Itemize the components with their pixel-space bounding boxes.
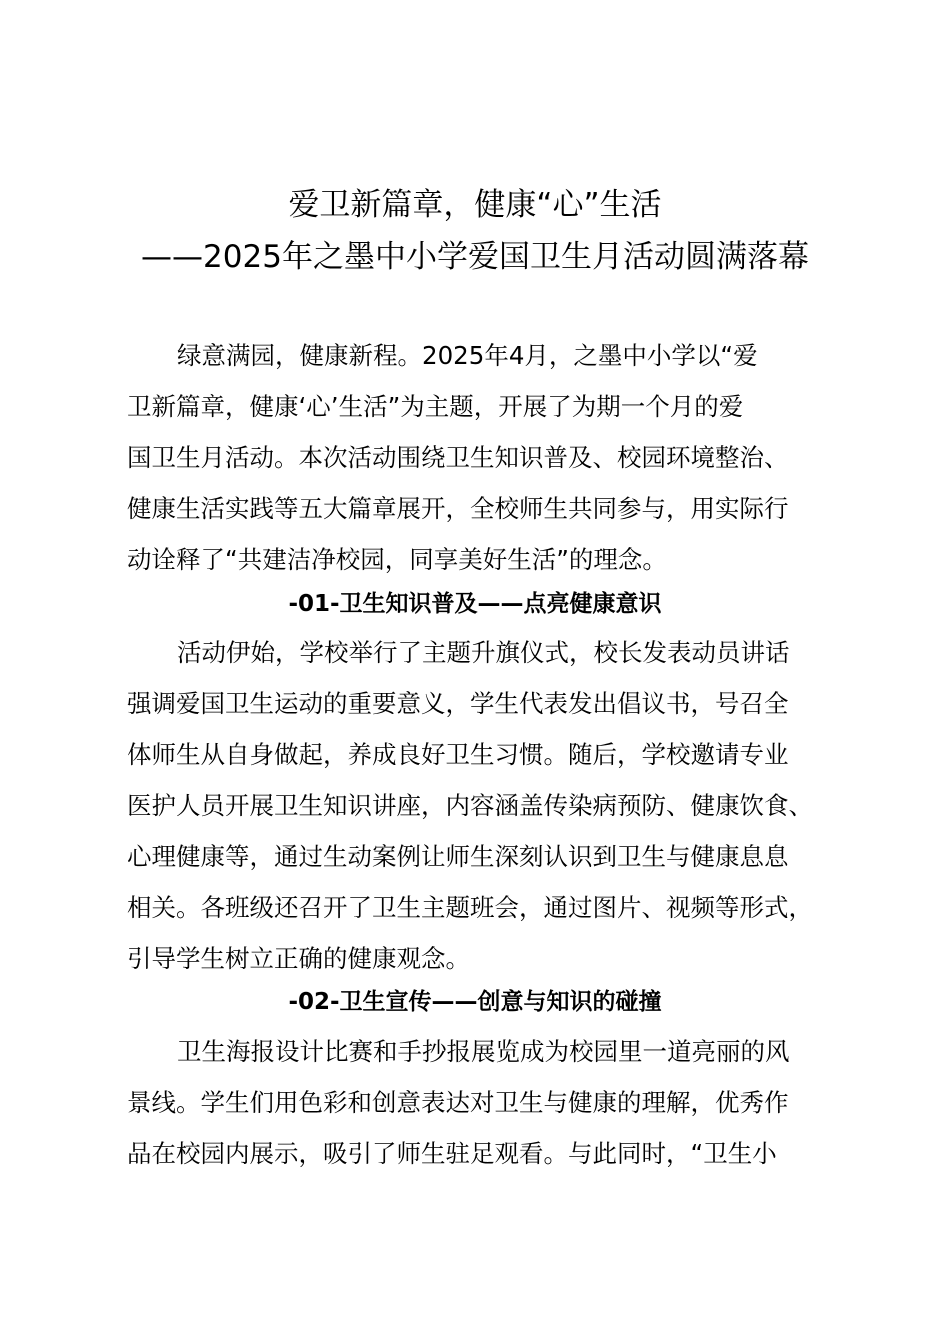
paragraph-line: 体师生从自身做起，养成良好卫生习惯。随后，学校邀请专业	[127, 740, 789, 769]
document-subtitle: ——2025年之墨中小学爱国卫生月活动圆满落幕	[141, 239, 809, 275]
document-title: 爱卫新篇章，健康“心”生活	[288, 187, 662, 223]
section-01-paragraph	[127, 627, 857, 984]
paragraph-line: 引导学生树立正确的健康观念。	[127, 944, 470, 973]
section-02-paragraph	[127, 1026, 857, 1179]
paragraph-line: 医护人员开展卫生知识讲座，内容涵盖传染病预防、健康饮食、	[127, 791, 813, 820]
paragraph-line: 品在校园内展示，吸引了师生驻足观看。与此同时，“卫生小	[127, 1139, 777, 1168]
section-heading-01: -01-卫生知识普及——点亮健康意识	[288, 591, 662, 617]
intro-paragraph	[127, 330, 857, 585]
paragraph-line: 绿意满园，健康新程。2025年4月，之墨中小学以“爱	[177, 341, 758, 370]
section-heading-02: -02-卫生宣传——创意与知识的碰撞	[288, 989, 662, 1015]
paragraph-line: 相关。各班级还召开了卫生主题班会，通过图片、视频等形式，	[127, 893, 813, 922]
paragraph-line: 活动伊始，学校举行了主题升旗仪式，校长发表动员讲话	[177, 638, 790, 667]
paragraph-line: 卫生海报设计比赛和手抄报展览成为校园里一道亮丽的风	[177, 1037, 790, 1066]
paragraph-line: 强调爱国卫生运动的重要意义，学生代表发出倡议书，号召全	[127, 689, 789, 718]
paragraph-line: 卫新篇章，健康‘心’生活”为主题，开展了为期一个月的爱	[127, 392, 744, 421]
paragraph-line: 健康生活实践等五大篇章展开，全校师生共同参与，用实际行	[127, 494, 789, 523]
paragraph-line: 国卫生月活动。本次活动围绕卫生知识普及、校园环境整治、	[127, 443, 789, 472]
paragraph-line: 景线。学生们用色彩和创意表达对卫生与健康的理解，优秀作	[127, 1088, 789, 1117]
paragraph-line: 动诠释了“共建洁净校园，同享美好生活”的理念。	[127, 545, 667, 574]
paragraph-line: 心理健康等，通过生动案例让师生深刻认识到卫生与健康息息	[127, 842, 789, 871]
